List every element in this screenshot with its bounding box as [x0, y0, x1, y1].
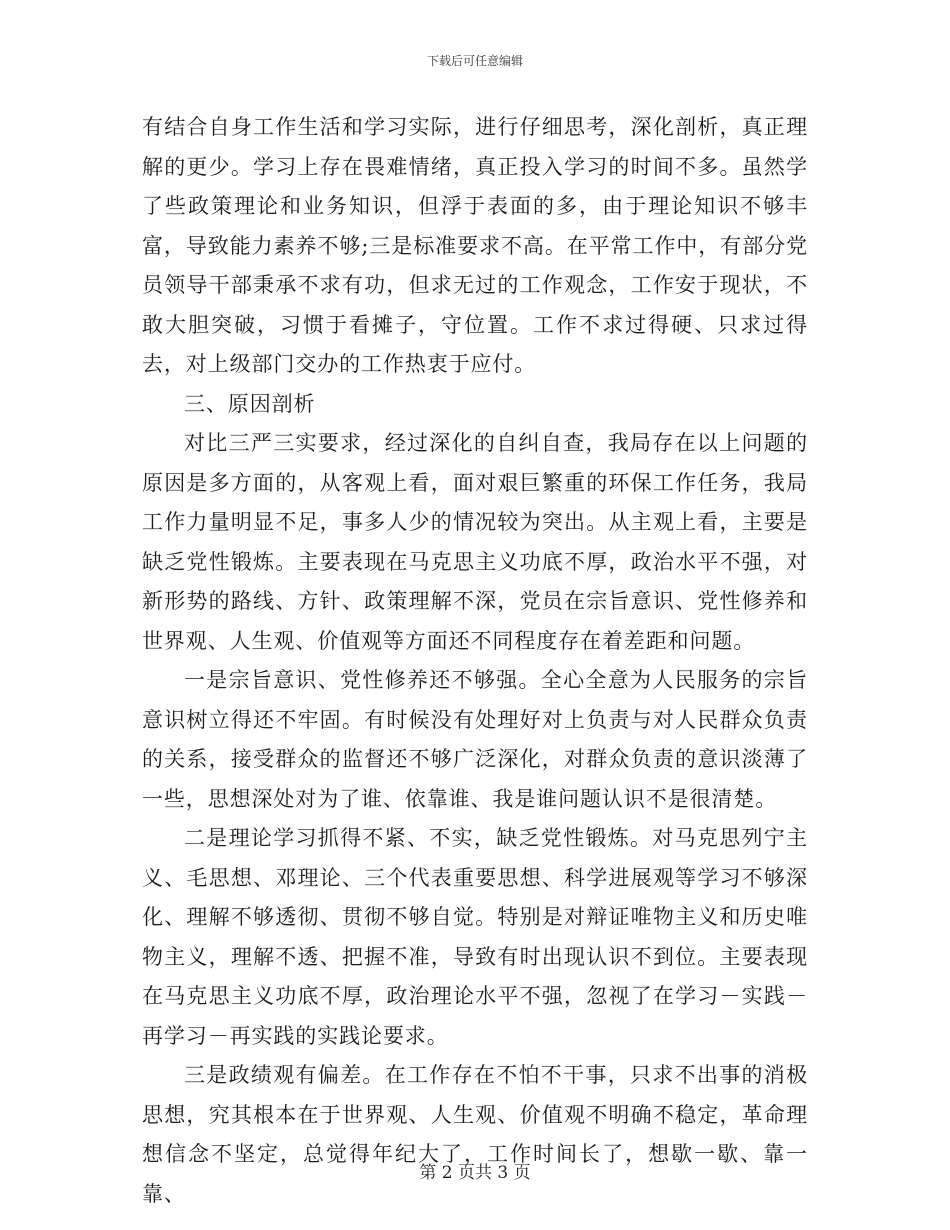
paragraph: 二是理论学习抓得不紧、不实，缺乏党性锻炼。对马克思列宁主义、毛思想、邓理论、三个代表重要思想、科学进展观等学习不够深化、理解不够透彻、贯彻不够自觉。特别是对辩证唯物主义和历史唯物主义，理解不透、把握不准，导致有时出现认识不到位。主要表现在马克思主义功底不厚，政治理论水平不强，忽视了在学习－实践－再学习－再实践的实践论要求。	[142, 826, 808, 1048]
page-header: 下载后可任意编辑	[426, 54, 523, 68]
document-body	[142, 108, 808, 1214]
page-number-footer: 第 2 页共 3 页	[419, 1163, 531, 1183]
paragraph-continuation: 有结合自身工作生活和学习实际，进行仔细思考，深化剖析，真正理解的更少。学习上存在畏难情绪，真正投入学习的时间不多。虽然学了些政策理论和业务知识，但浮于表面的多，由于理论知识不够丰富，导致能力素养不够;三是标准要求不高。在平常工作中，有部分党员领导干部秉承不求有功，但求无过的工作观念，工作安于现状，不敢大胆突破，习惯于看摊子，守位置。工作不求过得硬、只求过得去，对上级部门交办的工作热衷于应付。	[142, 115, 808, 376]
paragraph: 一是宗旨意识、党性修养还不够强。全心全意为人民服务的宗旨意识树立得还不牢固。有时候没有处理好对上负责与对人民群众负责的关系，接受群众的监督还不够广泛深化，对群众负责的意识淡薄了一些，思想深处对为了谁、依靠谁、我是谁问题认识不是很清楚。	[142, 668, 808, 811]
section-heading: 三、原因剖析	[184, 391, 316, 416]
paragraph: 对比三严三实要求，经过深化的自纠自查，我局存在以上问题的原因是多方面的，从客观上看，面对艰巨繁重的环保工作任务，我局工作力量明显不足，事多人少的情况较为突出。从主观上看，主要是缺乏党性锻炼。主要表现在马克思主义功底不厚，政治水平不强，对新形势的路线、方针、政策理解不深，党员在宗旨意识、党性修养和世界观、人生观、价值观等方面还不同程度存在着差距和问题。	[142, 431, 808, 653]
paragraph: 三是政绩观有偏差。在工作存在不怕不干事，只求不出事的消极思想，究其根本在于世界观、人生观、价值观不明确不稳定，革命理想信念不坚定，总觉得年纪大了，工作时间长了，想歇一歇、靠一靠、	[142, 1063, 808, 1206]
